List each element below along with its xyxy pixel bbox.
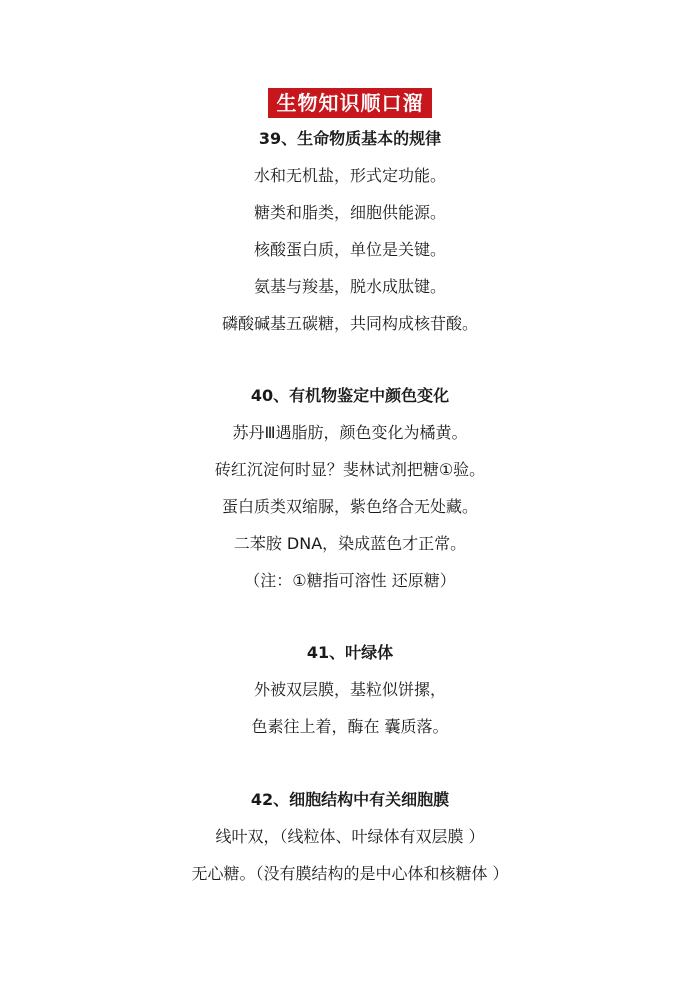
section-heading: 39、生命物质基本的规律 [258,129,442,148]
verse-line: 磷酸碱基五碳糖，共同构成核苷酸。 [221,314,478,333]
section-heading: 40、有机物鉴定中颜色变化 [250,386,450,405]
section-heading: 41、叶绿体 [306,643,394,662]
section-39 [0,127,700,336]
verse-line: 砖红沉淀何时显？斐林试剂把糖①验。 [214,460,486,479]
verse-line: 糖类和脂类，细胞供能源。 [253,203,446,222]
verse-line: 苏丹Ⅲ遇脂肪，颜色变化为橘黄。 [232,423,468,442]
annotation-note: （注：①糖指可溶性 还原糖） [244,571,456,590]
verse-line: 无心糖。（没有膜结构的是中心体和核糖体 ） [191,864,509,883]
section-40 [0,384,700,593]
verse-line: 外被双层膜，基粒似饼摞， [253,680,446,699]
verse-line: 色素往上着，酶在 囊质落。 [251,717,449,736]
verse-line: 核酸蛋白质，单位是关键。 [253,240,446,259]
title-banner: 生物知识顺口溜 [268,88,432,118]
section-heading: 42、细胞结构中有关细胞膜 [250,790,450,809]
section-42 [0,788,700,886]
verse-line: 线叶双，（线粒体、叶绿体有双层膜 ） [215,827,485,846]
verse-line: 水和无机盐，形式定功能。 [253,166,446,185]
section-41 [0,641,700,739]
verse-line: 蛋白质类双缩脲，紫色络合无处藏。 [221,497,478,516]
verse-line: 二苯胺 DNA，染成蓝色才正常。 [233,534,467,553]
verse-line: 氨基与羧基，脱水成肽键。 [253,277,446,296]
